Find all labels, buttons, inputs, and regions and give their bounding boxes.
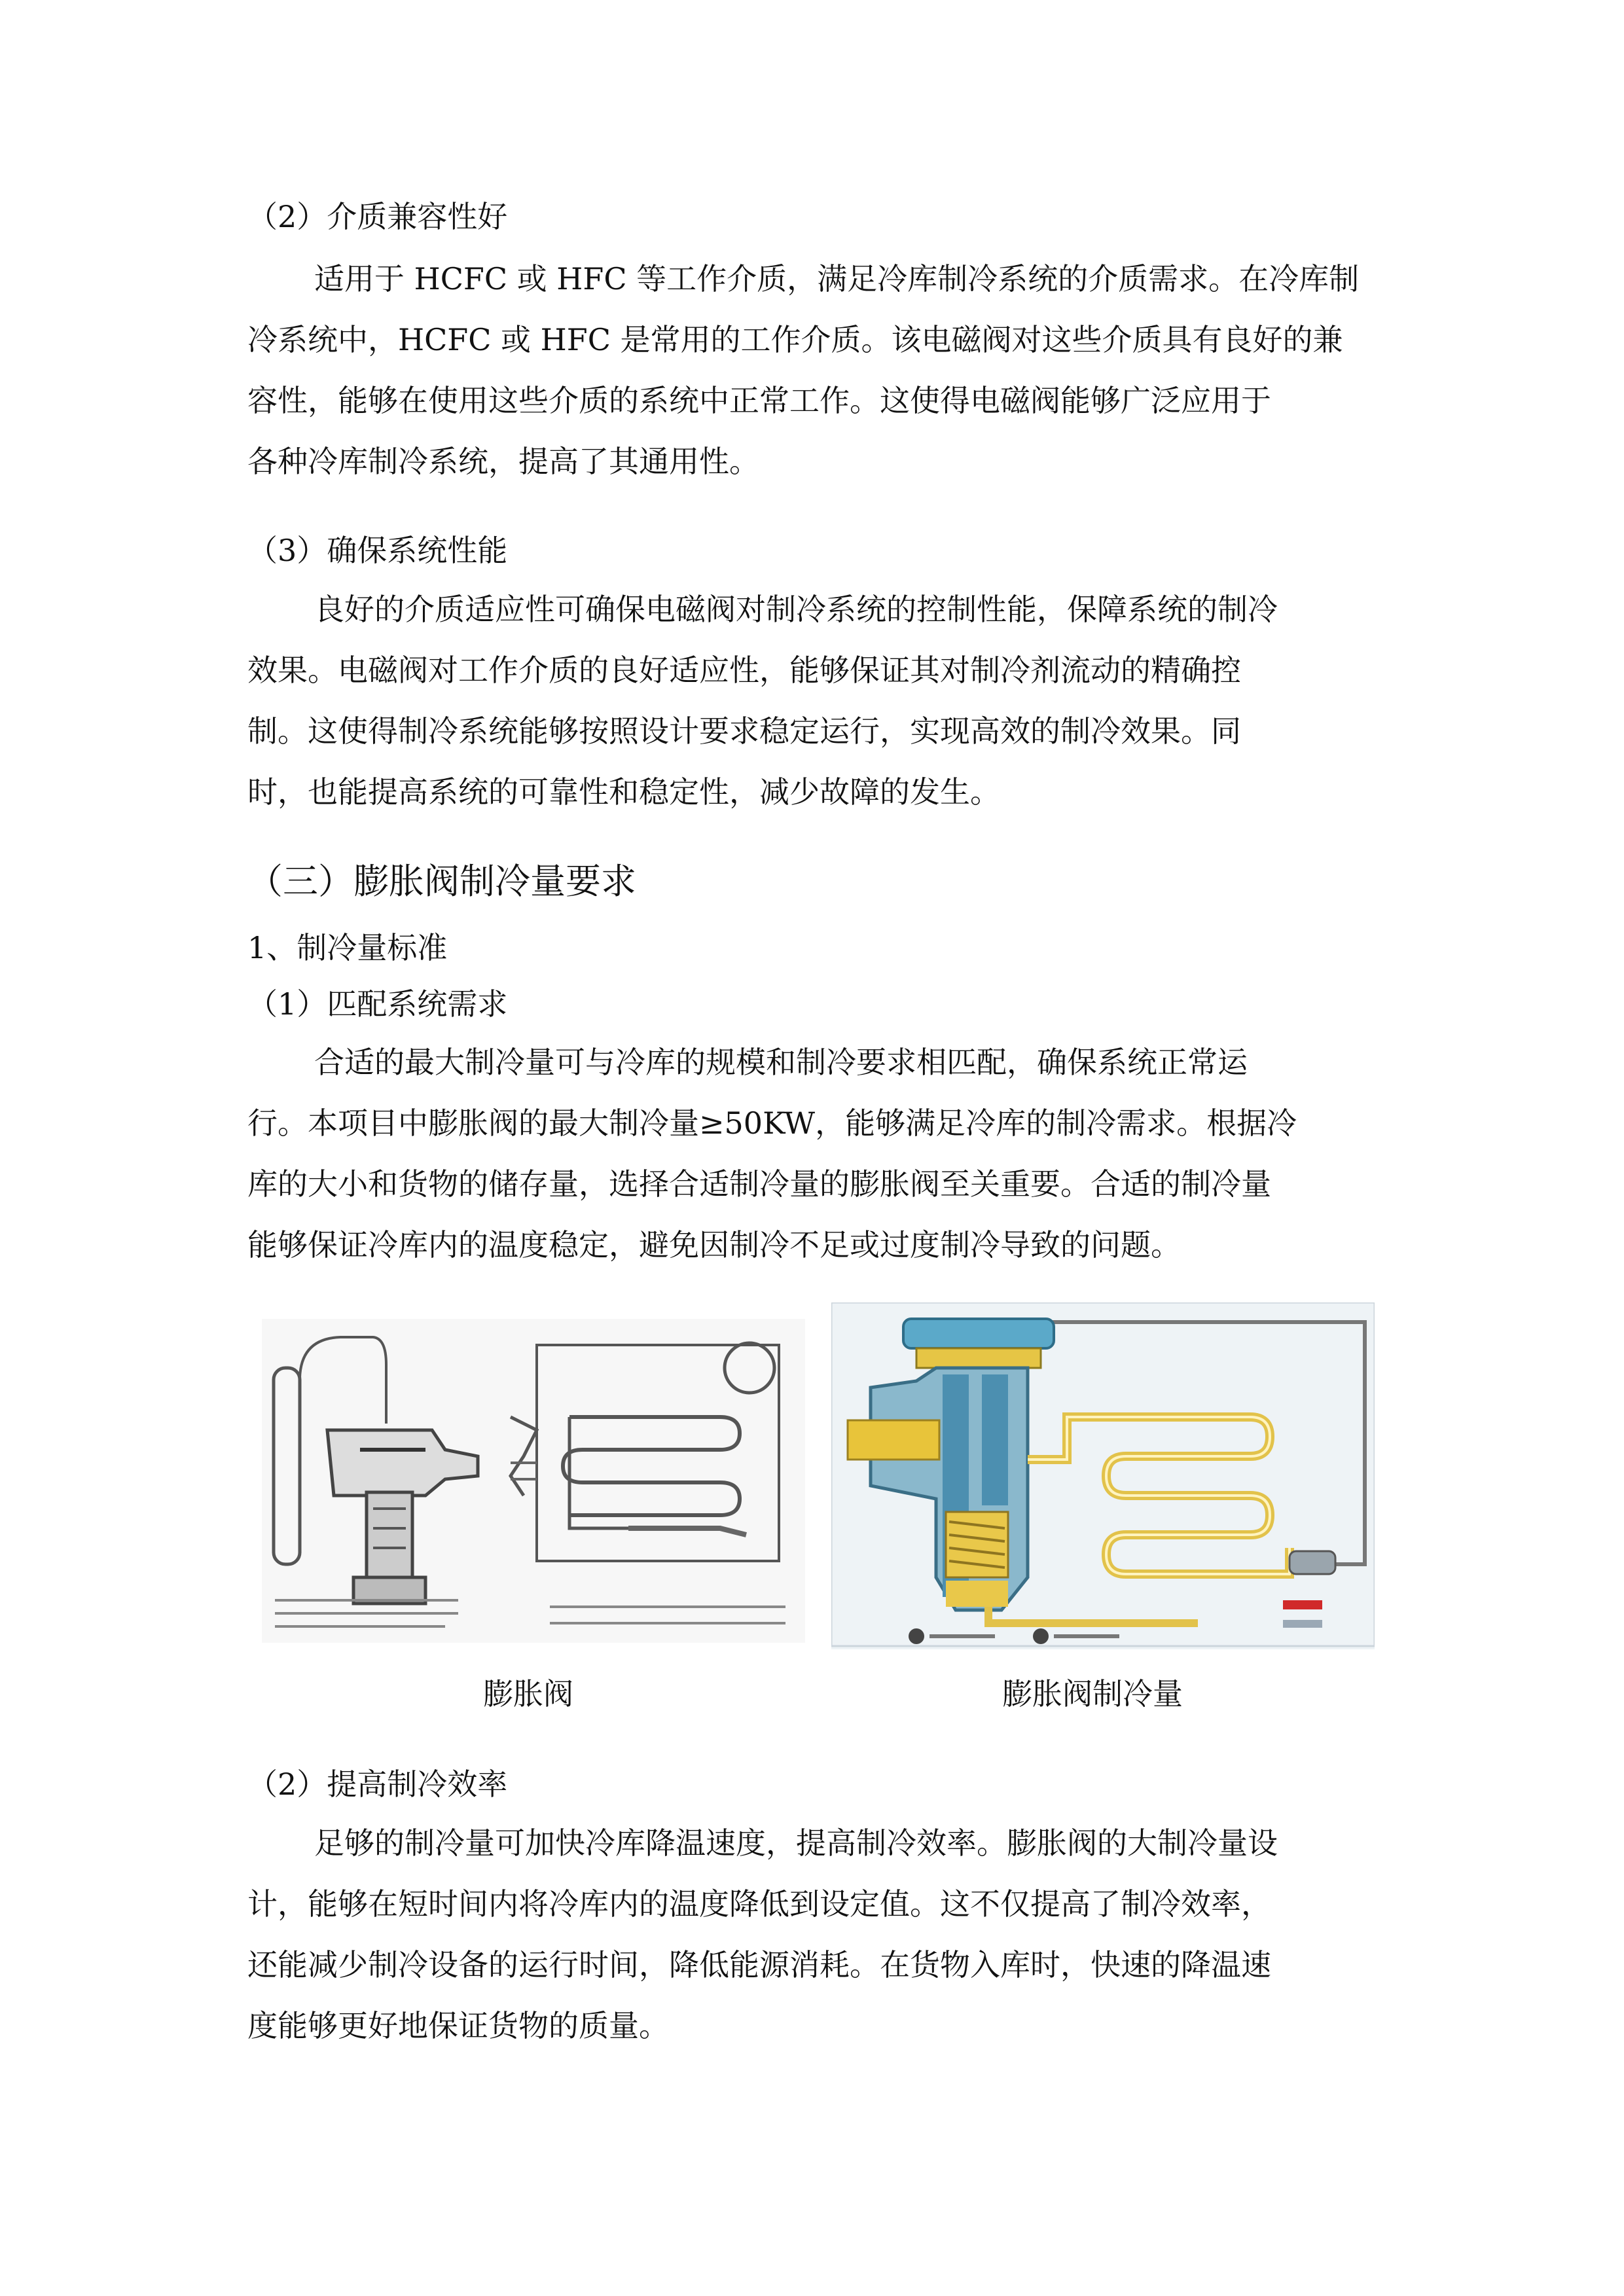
caption-expansion-valve-capacity: 膨胀阀制冷量 [1002,1676,1183,1712]
paragraph-line: 行。本项目中膨胀阀的最大制冷量≥50KW，能够满足冷库的制冷需求。根据冷 [247,1105,1297,1141]
paragraph-line: 计，能够在短时间内将冷库内的温度降低到设定值。这不仅提高了制冷效率， [247,1886,1271,1922]
section-heading-compatibility: （2）介质兼容性好 [247,199,508,234]
paragraph-line: 效果。电磁阀对工作介质的良好适应性，能够保证其对制冷剂流动的精确控 [247,653,1241,688]
expansion-valve-diagram [262,1319,805,1643]
paragraph-line: 库的大小和货物的储存量，选择合适制冷量的膨胀阀至关重要。合适的制冷量 [247,1166,1271,1202]
paragraph-line: 各种冷库制冷系统，提高了其通用性。 [247,444,759,479]
paragraph-line: 还能减少制冷设备的运行时间，降低能源消耗。在货物入库时，快速的降温速 [247,1947,1271,1982]
chapter-heading: （三）膨胀阀制冷量要求 [247,861,636,902]
item-heading-match: （1）匹配系统需求 [247,986,508,1022]
paragraph-line: 良好的介质适应性可确保电磁阀对制冷系统的控制性能，保障系统的制冷 [314,592,1278,627]
paragraph-line: 适用于 HCFC 或 HFC 等工作介质，满足冷库制冷系统的介质需求。在冷库制 [314,261,1360,296]
paragraph-line: 制。这使得制冷系统能够按照设计要求稳定运行，实现高效的制冷效果。同 [247,713,1241,749]
expansion-valve-capacity-diagram [831,1302,1375,1649]
paragraph-line: 足够的制冷量可加快冷库降温速度，提高制冷效率。膨胀阀的大制冷量设 [314,1825,1278,1861]
item-heading-efficiency: （2）提高制冷效率 [247,1767,508,1802]
paragraph-line: 时，也能提高系统的可靠性和稳定性，减少故障的发生。 [247,774,1000,810]
paragraph-line: 合适的最大制冷量可与冷库的规模和制冷要求相匹配，确保系统正常运 [314,1045,1248,1080]
caption-expansion-valve: 膨胀阀 [483,1676,573,1712]
paragraph-line: 度能够更好地保证货物的质量。 [247,2008,669,2043]
paragraph-line: 容性，能够在使用这些介质的系统中正常工作。这使得电磁阀能够广泛应用于 [247,383,1271,418]
paragraph-line: 冷系统中，HCFC 或 HFC 是常用的工作介质。该电磁阀对这些介质具有良好的兼 [247,322,1343,357]
sub-heading: 1、制冷量标准 [247,930,448,965]
section-heading-performance: （3）确保系统性能 [247,533,508,568]
paragraph-line: 能够保证冷库内的温度稳定，避免因制冷不足或过度制冷导致的问题。 [247,1227,1181,1263]
